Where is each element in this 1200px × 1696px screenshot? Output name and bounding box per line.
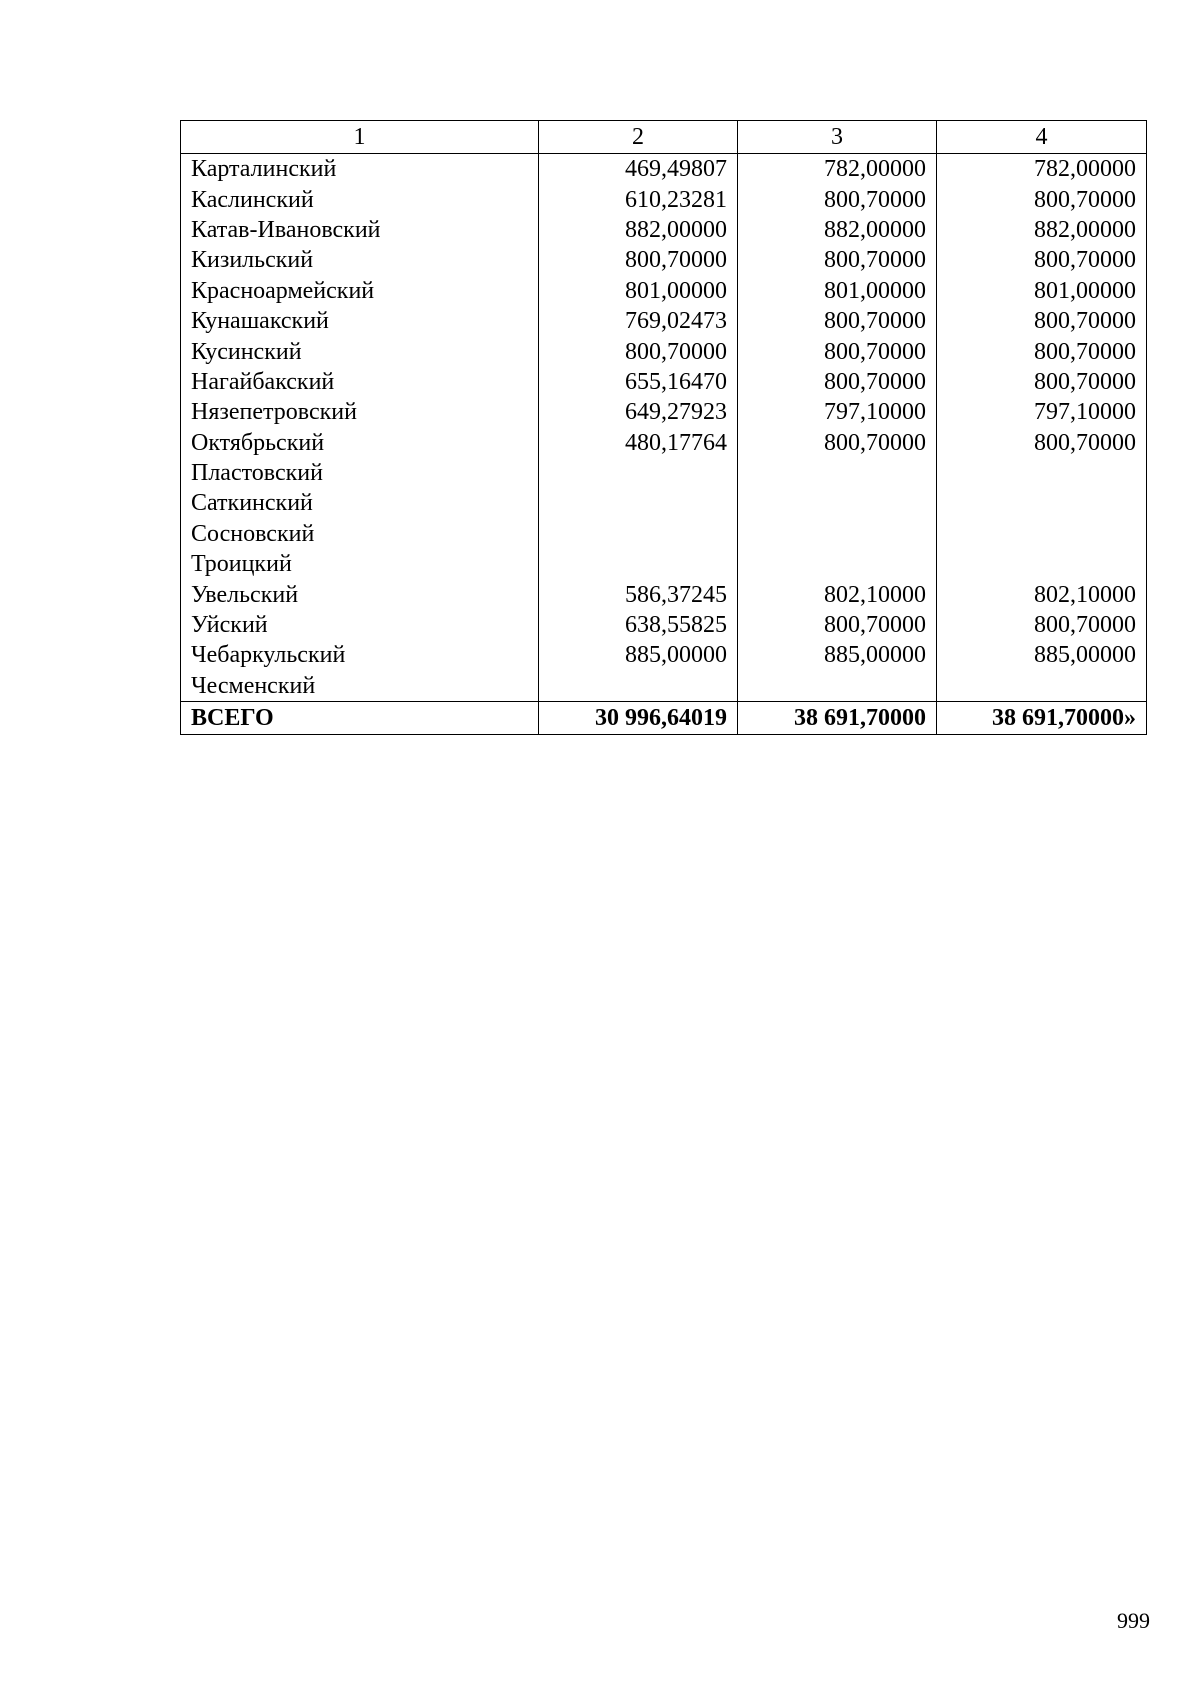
- header-cell-4: 4: [937, 121, 1147, 154]
- value-col4-cell: 800,70000: [937, 428, 1147, 458]
- district-name-cell: Нязепетровский: [181, 397, 539, 427]
- value-col3-cell: 882,00000: [738, 215, 937, 245]
- value-col4-cell: [937, 488, 1147, 518]
- value-col2-cell: [539, 549, 738, 579]
- table-row: [181, 215, 1147, 245]
- value-col3-cell: [738, 519, 937, 549]
- value-col2-cell: 801,00000: [539, 276, 738, 306]
- header-cell-1: 1: [181, 121, 539, 154]
- table-footer: [181, 702, 1147, 735]
- value-col3-cell: 800,70000: [738, 610, 937, 640]
- page-number: 999: [1117, 1608, 1150, 1633]
- total-label: ВСЕГО: [181, 702, 539, 735]
- value-col3-cell: 800,70000: [738, 428, 937, 458]
- value-col3-cell: 800,70000: [738, 245, 937, 275]
- district-name-cell: Чебаркульский: [181, 640, 539, 670]
- value-col4-cell: 800,70000: [937, 245, 1147, 275]
- value-col2-cell: 882,00000: [539, 215, 738, 245]
- value-col4-cell: [937, 458, 1147, 488]
- value-col4-cell: [937, 671, 1147, 702]
- table-row: [181, 154, 1147, 185]
- value-col2-cell: 638,55825: [539, 610, 738, 640]
- value-col4-cell: 782,00000: [937, 154, 1147, 185]
- value-col2-cell: 800,70000: [539, 336, 738, 366]
- table-row: [181, 428, 1147, 458]
- district-name-cell: Кизильский: [181, 245, 539, 275]
- value-col2-cell: [539, 458, 738, 488]
- value-col3-cell: [738, 671, 937, 702]
- district-name-cell: Нагайбакский: [181, 367, 539, 397]
- value-col3-cell: 800,70000: [738, 184, 937, 214]
- table-row: [181, 458, 1147, 488]
- table-row: [181, 367, 1147, 397]
- value-col2-cell: [539, 519, 738, 549]
- value-col2-cell: 769,02473: [539, 306, 738, 336]
- district-name-cell: Саткинский: [181, 488, 539, 518]
- value-col4-cell: 800,70000: [937, 306, 1147, 336]
- table-row: [181, 336, 1147, 366]
- value-col4-cell: 802,10000: [937, 579, 1147, 609]
- value-col3-cell: [738, 488, 937, 518]
- value-col4-cell: 800,70000: [937, 336, 1147, 366]
- table-row: [181, 488, 1147, 518]
- district-name-cell: Октябрьский: [181, 428, 539, 458]
- value-col3-cell: [738, 549, 937, 579]
- district-name-cell: Троицкий: [181, 549, 539, 579]
- table-row: [181, 397, 1147, 427]
- data-table: [180, 120, 1147, 735]
- value-col4-cell: [937, 519, 1147, 549]
- table-row: [181, 519, 1147, 549]
- table-row: [181, 640, 1147, 670]
- value-col3-cell: 797,10000: [738, 397, 937, 427]
- value-col3-cell: 801,00000: [738, 276, 937, 306]
- value-col3-cell: 800,70000: [738, 336, 937, 366]
- table-header: [181, 121, 1147, 154]
- table-row: [181, 579, 1147, 609]
- total-col4: 38 691,70000»: [937, 702, 1147, 735]
- table-row: [181, 610, 1147, 640]
- value-col2-cell: 610,23281: [539, 184, 738, 214]
- total-col2: 30 996,64019: [539, 702, 738, 735]
- district-name-cell: Чесменский: [181, 671, 539, 702]
- header-cell-2: 2: [539, 121, 738, 154]
- value-col2-cell: 469,49807: [539, 154, 738, 185]
- value-col2-cell: 480,17764: [539, 428, 738, 458]
- value-col3-cell: [738, 458, 937, 488]
- table-row: [181, 245, 1147, 275]
- table-row: [181, 549, 1147, 579]
- header-row: [181, 121, 1147, 154]
- district-name-cell: Кусинский: [181, 336, 539, 366]
- district-name-cell: Кунашакский: [181, 306, 539, 336]
- table-row: [181, 671, 1147, 702]
- district-name-cell: Красноармейский: [181, 276, 539, 306]
- value-col4-cell: 800,70000: [937, 610, 1147, 640]
- district-name-cell: Уйский: [181, 610, 539, 640]
- value-col2-cell: [539, 488, 738, 518]
- total-col3: 38 691,70000: [738, 702, 937, 735]
- value-col4-cell: 801,00000: [937, 276, 1147, 306]
- value-col2-cell: 885,00000: [539, 640, 738, 670]
- district-name-cell: Пластовский: [181, 458, 539, 488]
- value-col4-cell: 800,70000: [937, 184, 1147, 214]
- table-row: [181, 184, 1147, 214]
- value-col4-cell: 885,00000: [937, 640, 1147, 670]
- header-cell-3: 3: [738, 121, 937, 154]
- value-col4-cell: 882,00000: [937, 215, 1147, 245]
- value-col3-cell: 782,00000: [738, 154, 937, 185]
- value-col3-cell: 802,10000: [738, 579, 937, 609]
- value-col3-cell: 885,00000: [738, 640, 937, 670]
- district-name-cell: Каслинский: [181, 184, 539, 214]
- table-body: [181, 154, 1147, 702]
- value-col2-cell: [539, 671, 738, 702]
- value-col3-cell: 800,70000: [738, 367, 937, 397]
- total-row: [181, 702, 1147, 735]
- table-row: [181, 276, 1147, 306]
- value-col3-cell: 800,70000: [738, 306, 937, 336]
- value-col2-cell: 649,27923: [539, 397, 738, 427]
- value-col2-cell: 586,37245: [539, 579, 738, 609]
- district-name-cell: Сосновский: [181, 519, 539, 549]
- value-col4-cell: [937, 549, 1147, 579]
- district-name-cell: Катав-Ивановский: [181, 215, 539, 245]
- value-col2-cell: 800,70000: [539, 245, 738, 275]
- district-name-cell: Карталинский: [181, 154, 539, 185]
- table-row: [181, 306, 1147, 336]
- value-col2-cell: 655,16470: [539, 367, 738, 397]
- district-name-cell: Увельский: [181, 579, 539, 609]
- value-col4-cell: 800,70000: [937, 367, 1147, 397]
- value-col4-cell: 797,10000: [937, 397, 1147, 427]
